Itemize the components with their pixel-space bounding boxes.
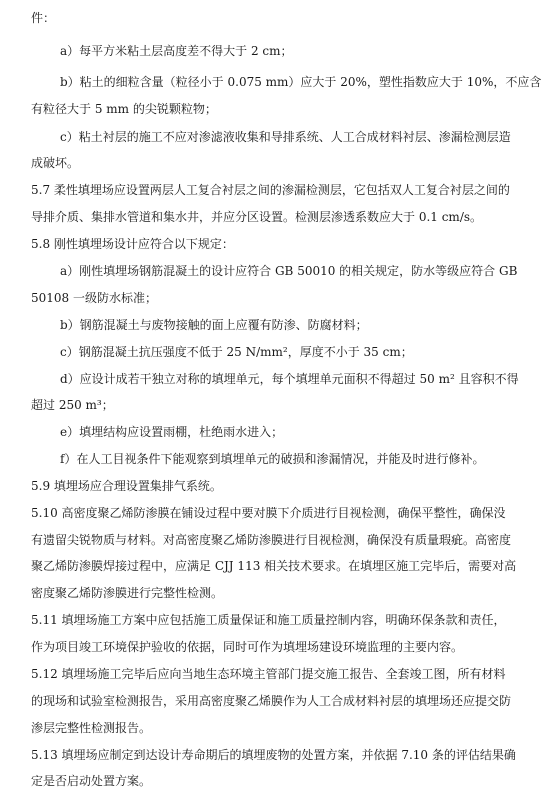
text-line: 5.12 填埋场施工完毕后应向当地生态环境主管部门提交施工报告、全套竣工图，所有材料 xyxy=(31,667,506,681)
text-line: 成破坏。 xyxy=(31,156,80,170)
text-line: 5.9 填埋场应合理设置集排气系统。 xyxy=(31,479,222,493)
text-line: 作为项目竣工环境保护验收的依据，同时可作为填埋场建设环境监理的主要内容。 xyxy=(31,640,464,654)
text-line: 聚乙烯防渗膜焊接过程中，应满足 CJJ 113 相关技术要求。在填埋区施工完毕后，需要对高 xyxy=(31,559,517,573)
text-line: 密度聚乙烯防渗膜进行完整性检测。 xyxy=(31,586,224,600)
text-line: d）应设计成若干独立对称的填埋单元，每个填埋单元面积不得超过 50 m² 且容积不得 xyxy=(60,372,519,386)
text-line: b）钢筋混凝土与废物接触的面上应覆有防渗、防腐材料； xyxy=(60,318,368,332)
text-line: c）粘土衬层的施工不应对渗滤液收集和导排系统、人工合成材料衬层、渗漏检测层造 xyxy=(60,130,511,144)
text-line: 5.8 刚性填埋场设计应符合以下规定： xyxy=(31,237,234,251)
text-line: 导排介质、集排水管道和集水井，并应分区设置。检测层渗透系数应大于 0.1 cm/s。 xyxy=(31,210,483,224)
text-line: 5.7 柔性填埋场应设置两层人工复合衬层之间的渗漏检测层，它包括双人工复合衬层之间的 xyxy=(31,183,510,197)
text-line: 有遗留尖锐物质与材料。对高密度聚乙烯防渗膜进行目视检测，确保没有质量瑕疵。高密度 xyxy=(31,533,512,547)
text-line: 50108 一级防水标准； xyxy=(31,291,157,305)
text-line: a）每平方米粘土层高度差不得大于 2 cm； xyxy=(60,44,293,58)
text-line: 定是否启动处置方案。 xyxy=(31,774,152,788)
text-line: b）粘土的细粒含量（粒径小于 0.075 mm）应大于 20%，塑性指数应大于 10%，不应含 xyxy=(60,75,542,89)
text-line: e）填埋结构应设置雨棚，杜绝雨水进入； xyxy=(60,425,284,439)
text-line: 5.13 填埋场应制定到达设计寿命期后的填埋废物的处置方案，并依据 7.10 条的评估结果确 xyxy=(31,748,516,762)
text-line: 渗层完整性检测报告。 xyxy=(31,721,152,735)
text-line: 有粒径大于 5 mm 的尖锐颗粒物； xyxy=(31,102,217,116)
text-line: 件： xyxy=(31,11,56,25)
text-line: f）在人工目视条件下能观察到填埋单元的破损和渗漏情况，并能及时进行修补。 xyxy=(60,452,485,466)
text-line: a）刚性填埋场钢筋混凝土的设计应符合 GB 50010 的相关规定，防水等级应符合 GB xyxy=(60,264,518,278)
text-line: 5.11 填埋场施工方案中应包括施工质量保证和施工质量控制内容，明确环保条款和责任， xyxy=(31,613,506,627)
text-line: 5.10 高密度聚乙烯防渗膜在铺设过程中要对膜下介质进行目视检测，确保平整性，确保没 xyxy=(31,506,506,520)
text-line: c）钢筋混凝土抗压强度不低于 25 N/mm²，厚度不小于 35 cm； xyxy=(60,345,413,359)
text-line: 的现场和试验室检测报告，采用高密度聚乙烯膜作为人工合成材料衬层的填埋场还应提交防 xyxy=(31,694,512,708)
text-line: 超过 250 m³； xyxy=(31,398,114,412)
